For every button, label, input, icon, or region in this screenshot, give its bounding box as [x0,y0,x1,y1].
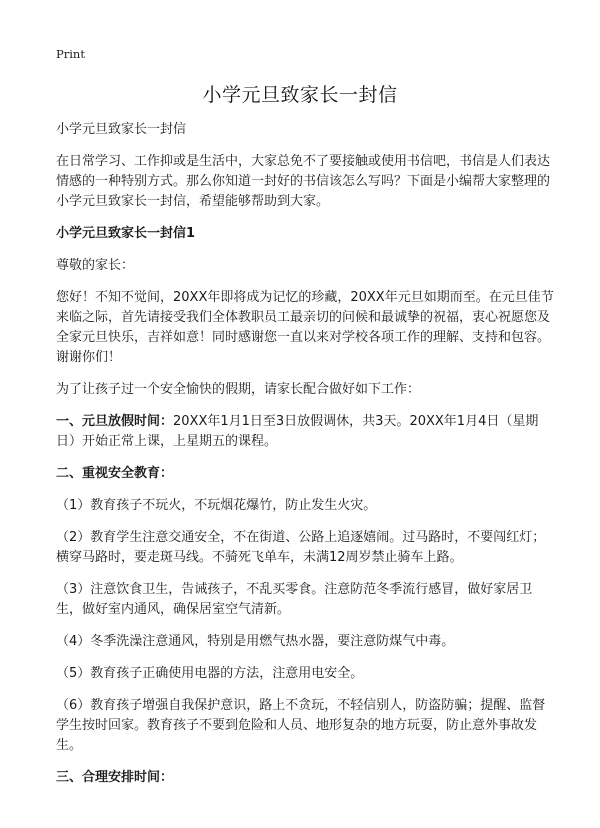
letter-heading: 小学元旦致家长一封信1 [56,226,196,241]
article-body [56,120,556,800]
holiday-section-text: 20XX年1月1日至3日放假调休，共3天。20XX年1月4日（星期日）开始正常上课，上星期五的课程。 [56,414,539,449]
safety-item: （5）教育孩子正确使用电器的方法，注意用电安全。 [56,666,364,681]
safety-item: （2）教育学生注意交通安全，不在街道、公路上追逐嬉闹。过马路时，不要闯红灯；横穿马路时，要走斑马线。不骑死飞单车，未满12周岁禁止骑车上路。 [56,530,546,565]
safety-section-heading: 二、重视安全教育： [56,466,174,481]
print-link[interactable]: Print [56,47,85,61]
opening-paragraph: 您好！不知不觉间，20XX年即将成为记忆的珍藏，20XX年元旦如期而至。在元旦佳节来临之际，首先请接受我们全体教职员工最亲切的问候和最诚挚的祝福，衷心祝愿您及全家元旦快乐，吉祥如意！同时感谢您一直以来对学校各项工作的理解、支持和包容。谢谢你们！ [56,290,554,365]
safety-item: （4）冬季洗澡注意通风，特别是用燃气热水器，要注意防煤气中毒。 [56,634,455,649]
intro-paragraph: 在日常学习、工作抑或是生活中，大家总免不了要接触或使用书信吧，书信是人们表达情感的一种特别方式。那么你知道一封好的书信该怎么写吗？下面是小编帮大家整理的小学元旦致家长一封信，希望能够帮助到大家。 [56,154,551,209]
salutation: 尊敬的家长： [56,258,135,273]
article-subtitle: 小学元旦致家长一封信 [56,122,187,137]
request-paragraph: 为了让孩子过一个安全愉快的假期，请家长配合做好如下工作： [56,382,421,397]
page-title: 小学元旦致家长一封信 [202,84,398,106]
safety-item: （3）注意饮食卫生，告诫孩子，不乱买零食。注意防范冬季流行感冒，做好家居卫生，做好室内通风，确保居室空气清新。 [56,582,533,617]
safety-item: （1）教育孩子不玩火，不玩烟花爆竹，防止发生火灾。 [56,498,377,513]
schedule-section-heading: 三、合理安排时间： [56,770,174,785]
holiday-section [56,412,556,452]
holiday-section-label: 一、元旦放假时间： [56,414,174,429]
safety-item: （6）教育孩子增强自我保护意识，路上不贪玩，不轻信别人，防盗防骗；提醒、监督学生按时回家。教育孩子不要到危险和人员、地形复杂的地方玩耍，防止意外事故发生。 [56,698,546,753]
